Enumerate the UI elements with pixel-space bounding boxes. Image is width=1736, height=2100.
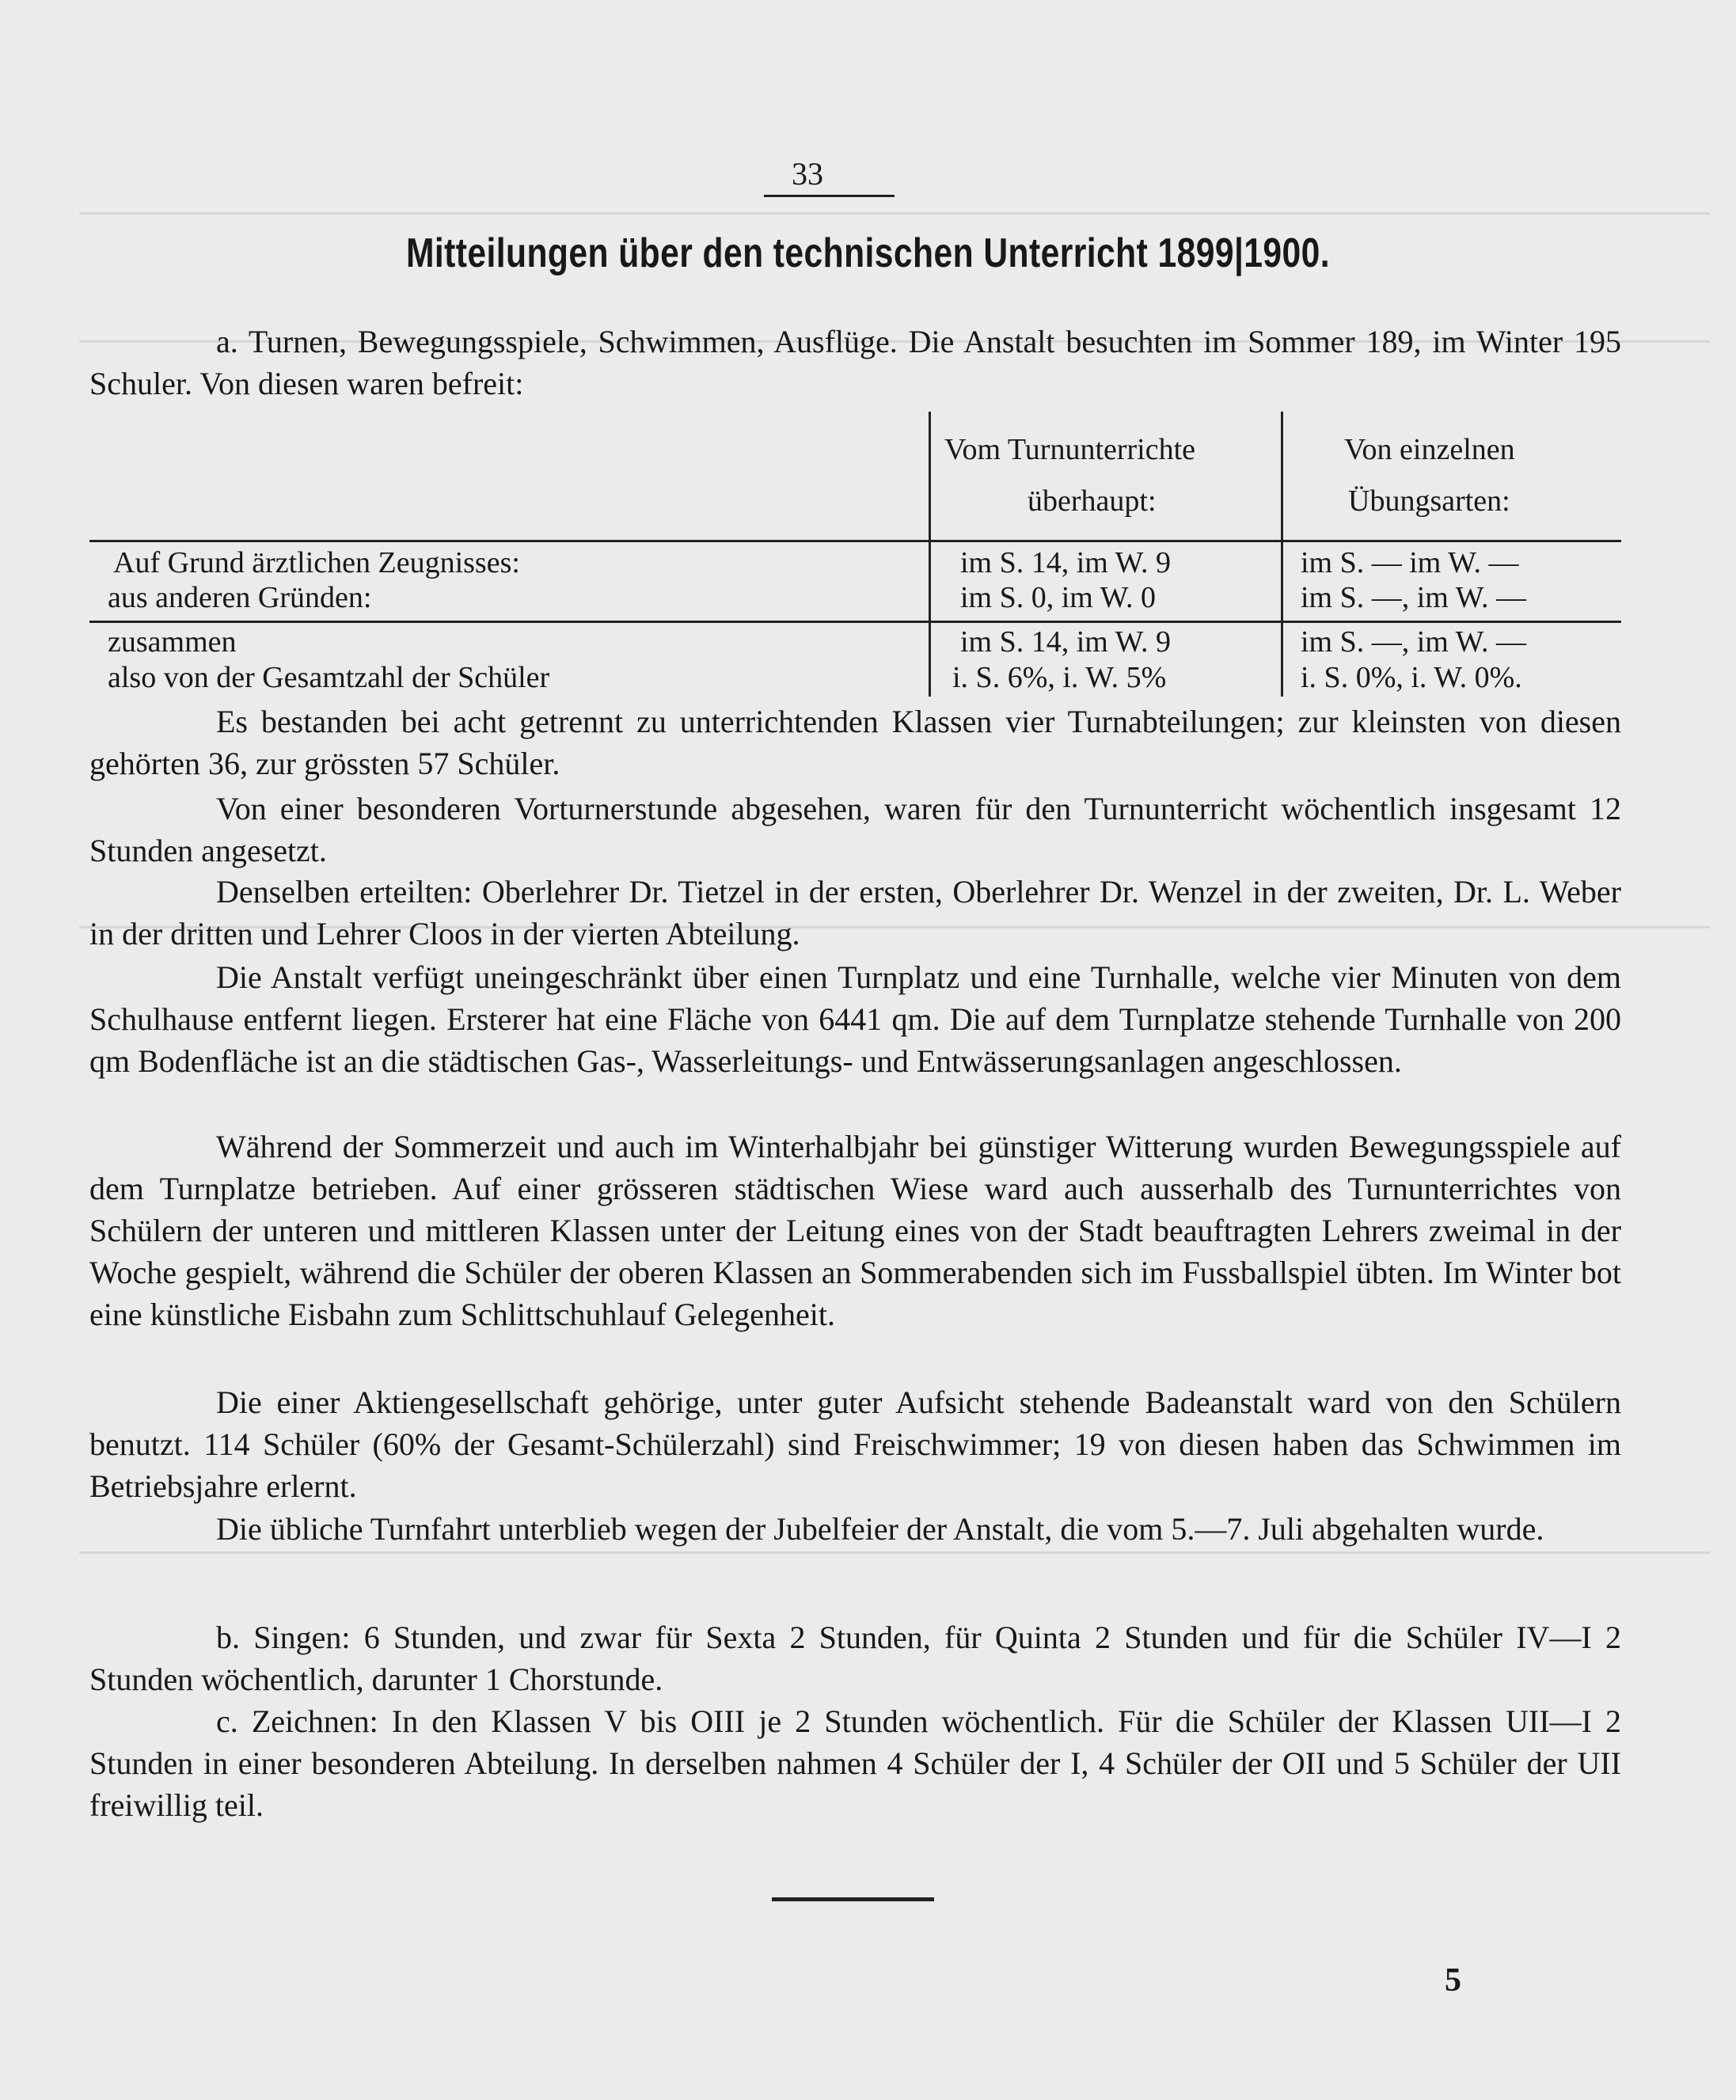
- row-value-total: i. S. 6%, i. W. 5%: [952, 661, 1167, 694]
- paragraph-badeanstalt: Die einer Aktiengesellschaft gehörige, unter guter Aufsicht stehende Badeanstalt ward von den Schülern benutzt. 114 Schüler (60% der Gesamt-Schülerzahl) sind Freischwimmer; 19 von diesen haben das Schwimmen im Betriebsjahre erlernt.: [89, 1384, 1621, 1504]
- page-number: 33: [792, 156, 823, 192]
- paragraph-turnfahrt: Die übliche Turnfahrt unterblieb wegen der Jubelfeier der Anstalt, die vom 5.—7. Juli abgehalten wurde.: [216, 1511, 1544, 1547]
- header-einzelnen: Von einzelnen: [1344, 433, 1515, 466]
- paragraph-vorturnerstunde: Von einer besonderen Vorturnerstunde abgesehen, waren für den Turnunterricht wöchentlich insgesamt 12 Stunden angesetzt.: [89, 791, 1621, 868]
- paragraph-lehrer: Denselben erteilten: Oberlehrer Dr. Tietzel in der ersten, Oberlehrer Dr. Wenzel in der zweiten, Dr. L. Weber in der dritten und Lehrer Cloos in der vierten Abteilung.: [89, 874, 1621, 951]
- closing-rule: [772, 1897, 934, 1901]
- header-ueberhaupt: überhaupt:: [1028, 484, 1157, 518]
- sheet-number: 5: [1445, 1962, 1461, 1999]
- table-header-rule: [89, 540, 1621, 542]
- row-value-partial: i. S. 0%, i. W. 0%.: [1301, 661, 1522, 694]
- paragraph-turnabteilungen: Es bestanden bei acht getrennt zu unterrichtenden Klassen vier Turnabteilungen; zur kleinsten von diesen gehörten 36, zur grössten 57 Schüler.: [89, 704, 1621, 781]
- row-value-partial: im S. — im W. —: [1301, 546, 1519, 579]
- bleed-through-rule: [79, 1551, 1710, 1554]
- row-value-total: im S. 14, im W. 9: [960, 625, 1172, 659]
- row-value-total: im S. 0, im W. 0: [960, 581, 1157, 614]
- row-label: zusammen: [108, 625, 237, 659]
- header-turnunterricht: Vom Turnunterrichte: [944, 433, 1196, 466]
- table-column-divider: [929, 412, 931, 697]
- paragraph-turnplatz: Die Anstalt verfügt uneingeschränkt über einen Turnplatz und eine Turnhalle, welche vier Minuten von dem Schulhause entfernt liegen. Ersterer hat eine Fläche von 6441 qm. Die auf dem Turnplatze stehende Turnhalle von 200 qm Bodenfläche ist an die städtischen Gas-, Wasserleitungs- und Entwässerungsanlagen angeschlossen.: [89, 959, 1621, 1079]
- row-label: also von der Gesamtzahl der Schüler: [108, 661, 550, 694]
- paragraph-zeichnen: c. Zeichnen: In den Klassen V bis OIII je 2 Stunden wöchentlich. Für die Schüler der Klassen UII—I 2 Stunden in einer besonderen Abteilung. In derselben nahmen 4 Schüler der I, 4 Schüler der OII und 5 Schüler der UII freiwillig teil.: [89, 1703, 1621, 1823]
- exemption-table: [89, 412, 1621, 712]
- paragraph-singen: b. Singen: 6 Stunden, und zwar für Sexta 2 Stunden, für Quinta 2 Stunden und für die Schüler IV—I 2 Stunden wöchentlich, darunter 1 Chorstunde.: [89, 1620, 1621, 1697]
- table-column-divider: [1281, 412, 1283, 697]
- row-value-partial: im S. —, im W. —: [1301, 581, 1527, 614]
- row-label: aus anderen Gründen:: [108, 581, 372, 614]
- paragraph-bewegungsspiele: Während der Sommerzeit und auch im Winterhalbjahr bei günstiger Witterung wurden Bewegungsspiele auf dem Turnplatze betrieben. Auf einer grösseren städtischen Wiese ward auch ausserhalb des Turnunterrichtes von Schülern der unteren und mittleren Klassen unter der Leitung eines von der Stadt beauftragten Lehrers zweimal in der Woche gespielt, während die Schüler der oberen Klassen an Sommerabenden sich im Fussballspiel übten. Im Winter bot eine künstliche Eisbahn zum Schlittschuhlauf Gelegenheit.: [89, 1129, 1621, 1332]
- bleed-through-rule: [79, 212, 1710, 215]
- row-value-partial: im S. —, im W. —: [1301, 625, 1527, 659]
- paragraph-turnen: a. Turnen, Bewegungsspiele, Schwimmen, Ausflüge. Die Anstalt besuchten im Sommer 189, im Winter 195 Schuler. Von diesen waren befreit:: [89, 324, 1621, 401]
- header-uebungsarten: Übungsarten:: [1348, 484, 1510, 518]
- page-title: Mitteilungen über den technischen Unterricht 1899|1900.: [405, 230, 1331, 276]
- row-value-total: im S. 14, im W. 9: [960, 546, 1172, 579]
- page-number-underline: [764, 195, 895, 197]
- row-label: Auf Grund ärztlichen Zeugnisses:: [113, 546, 520, 579]
- table-sum-rule: [89, 621, 1621, 623]
